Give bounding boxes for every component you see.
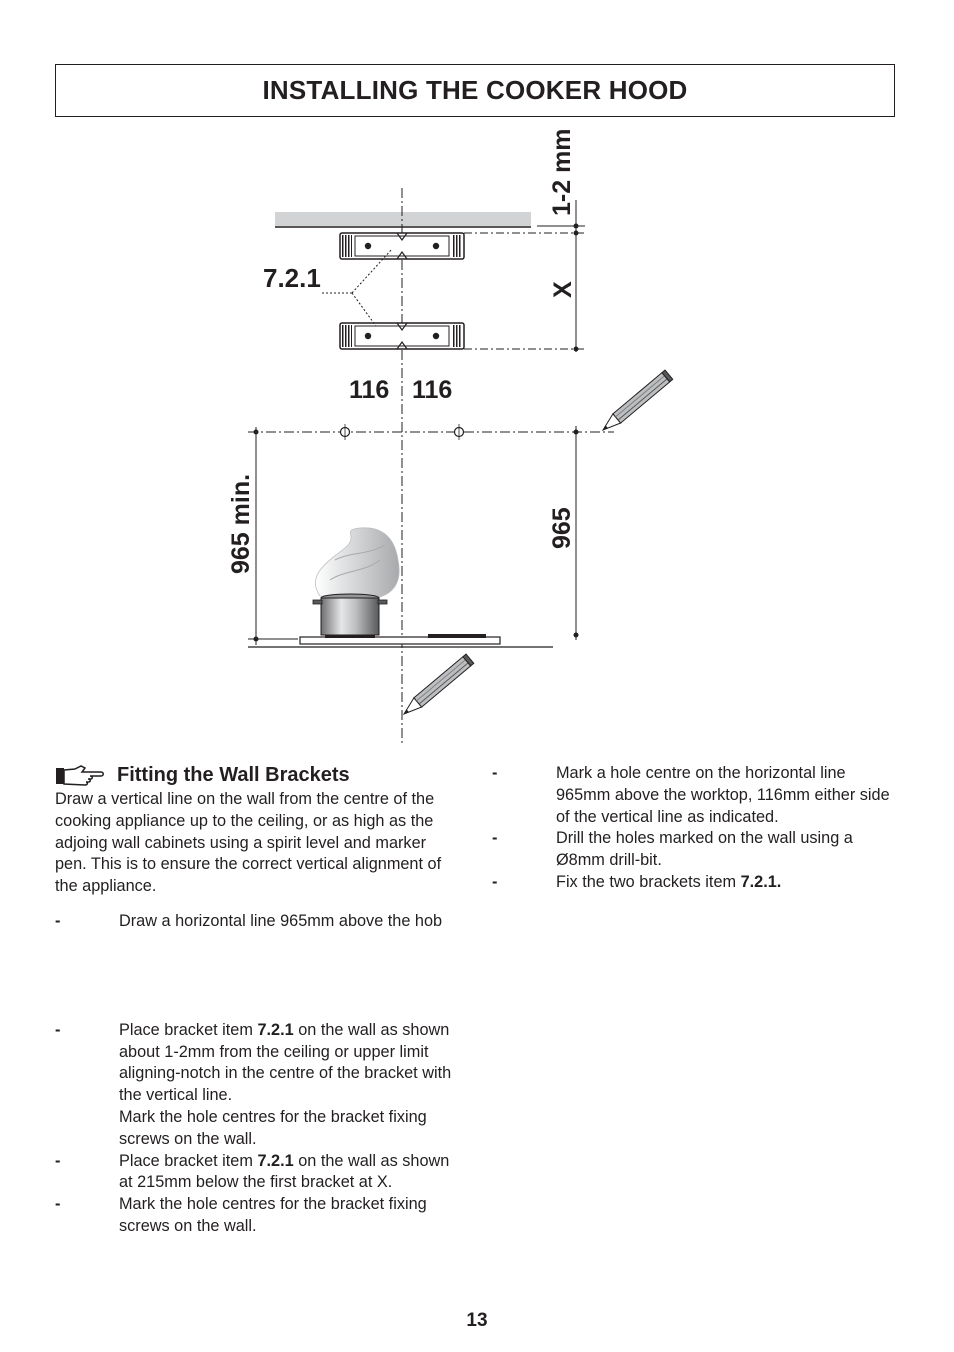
list-item (492, 872, 902, 894)
left-column (55, 763, 460, 1238)
pointing-hand-icon (55, 765, 105, 787)
list-item (55, 911, 460, 933)
ceiling (275, 212, 531, 226)
left-offset-label: 116 (349, 376, 390, 404)
min-height-label: 965 min. (227, 473, 255, 574)
list-item (492, 828, 902, 872)
list-item-text: Place bracket item 7.2.1 on the wall as shown at 215mm below the first bracket at X. (119, 1151, 450, 1192)
page-title: INSTALLING THE COOKER HOOD (262, 75, 688, 105)
bullet: - (55, 911, 61, 930)
gap-label: 1-2 mm (548, 128, 576, 216)
list-item (55, 1020, 460, 1151)
bullet: - (492, 872, 498, 891)
height-label: 965 (548, 507, 576, 549)
bullet: - (55, 1195, 61, 1214)
cooking-pan-icon (313, 528, 399, 635)
list-item (55, 1194, 460, 1238)
list-item-text: Fix the two brackets item 7.2.1. (556, 872, 782, 891)
installation-diagram (0, 120, 954, 750)
pencil-icon (599, 370, 673, 434)
list-item (55, 1151, 460, 1195)
x-dimension-label: X (549, 281, 577, 298)
lower-bracket (340, 323, 464, 349)
page-number: 13 (466, 1310, 488, 1331)
bullet: - (55, 1020, 61, 1039)
hob (248, 634, 553, 647)
right-column (492, 763, 902, 894)
intro-paragraph: Draw a vertical line on the wall from the centre of the cooking appliance up to the ceiling, or as high as the adjoing wall cabinets using a spirit level and marker pen. This is to ensure the correct vertical alignment of the appliance. (55, 790, 442, 896)
bullet: - (55, 1151, 61, 1170)
list-item-text: Drill the holes marked on the wall using a Ø8mm drill-bit. (556, 829, 853, 870)
upper-bracket (340, 233, 464, 259)
list-item-text: Draw a horizontal line 965mm above the hob (119, 911, 443, 930)
list-item-text: Mark the hole centres for the bracket fixing screws on the wall. (119, 1195, 427, 1235)
section-heading-row (55, 763, 460, 789)
list-item-text: Mark a hole centre on the horizontal line 965mm above the worktop, 116mm either side of the vertical line as indicated. (556, 764, 890, 826)
bullet: - (492, 829, 498, 848)
right-offset-label: 116 (412, 376, 453, 404)
section-heading: Fitting the Wall Brackets (117, 764, 350, 787)
bullet: - (492, 764, 498, 782)
list-item-text: Place bracket item 7.2.1 on the wall as shown about 1-2mm from the ceiling or upper limit aligning-notch in the centre of the bracket with the vertical line. Mark the hole centres for the bracket fixing screws on the wall. (119, 1020, 452, 1148)
bracket-item-label: 7.2.1 (263, 263, 321, 293)
title-box (55, 64, 895, 117)
list-item (492, 763, 902, 828)
pencil-icon (400, 654, 474, 718)
